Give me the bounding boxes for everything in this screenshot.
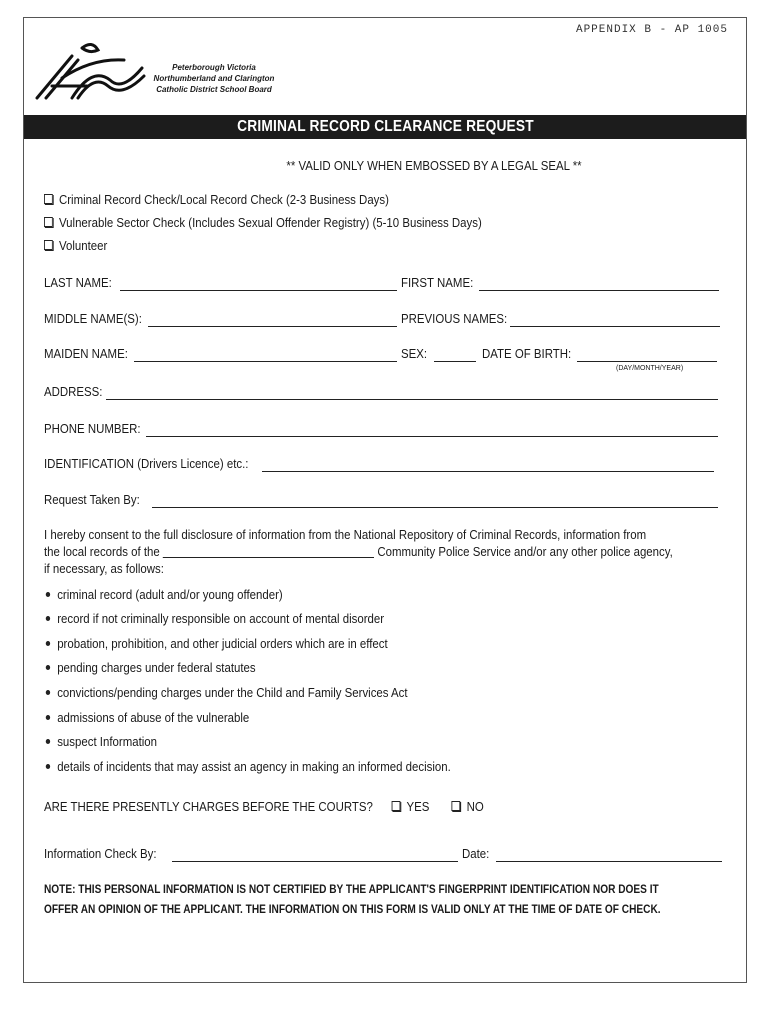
check-type-label: Criminal Record Check/Local Record Check (2-3 Business Days) [58,192,389,207]
consent-line-2: the local records of the Community Police Service and/or any other police agency, [44,544,673,559]
check-type-label: Vulnerable Sector Check (Includes Sexual Offender Registry) (5-10 Business Days) [58,215,482,230]
dob-field[interactable] [577,361,717,362]
no-checkbox[interactable] [452,801,461,811]
appendix-label: APPENDIX B - AP 1005 [575,24,728,36]
yes-checkbox[interactable] [392,801,401,811]
charges-question-row [44,799,484,814]
org-line-3: Catholic District School Board [156,85,272,94]
bullet-icon [46,616,50,621]
bullet-icon [46,764,50,769]
last-name-label: LAST NAME: [44,275,112,290]
first-name-label: FIRST NAME: [401,275,474,290]
identification-field[interactable] [262,471,714,472]
consent-paragraph [44,526,722,577]
list-item: record if not criminally responsible on account of mental disorder [44,611,384,626]
bullet-icon [46,690,50,695]
sex-field[interactable] [434,361,476,362]
date-label: Date: [462,846,490,861]
police-service-field[interactable] [163,545,374,558]
list-item: suspect Information [44,734,157,749]
maiden-name-field[interactable] [134,361,397,362]
dob-format-hint: (DAY/MONTH/YEAR) [616,365,684,372]
check-type-volunteer[interactable] [44,238,107,253]
request-taken-by-label: Request Taken By: [44,492,140,507]
bullet-icon [46,739,50,744]
previous-names-field[interactable] [510,326,720,327]
check-type-criminal-record[interactable] [44,192,389,207]
date-field[interactable] [496,861,722,862]
phone-label: PHONE NUMBER: [44,421,141,436]
info-check-by-field[interactable] [172,861,458,862]
list-item: convictions/pending charges under the Child and Family Services Act [44,685,408,700]
dob-label: DATE OF BIRTH: [482,346,572,361]
yes-label: YES [406,799,430,814]
list-item: criminal record (adult and/or young offender) [44,587,283,602]
form-title-bar [24,115,746,139]
address-field[interactable] [106,399,718,400]
disclaimer-note [44,880,713,920]
checkbox-icon[interactable] [44,194,53,204]
consent-line-1: I hereby consent to the full disclosure of information from the National Repository of Criminal Records, information from [44,527,647,542]
check-type-vulnerable-sector[interactable] [44,215,482,230]
org-line-1: Peterborough Victoria [172,63,256,72]
seal-note: ** VALID ONLY WHEN EMBOSSED BY A LEGAL SEAL ** [286,158,582,173]
first-name-field[interactable] [479,290,719,291]
note-line-2: OFFER AN OPINION OF THE APPLICANT. THE INFORMATION ON THIS FORM IS VALID ONLY AT THE TIME OF DATE OF CHECK. [44,904,661,916]
bullet-icon [46,715,50,720]
previous-names-label: PREVIOUS NAMES: [401,311,508,326]
check-type-label: Volunteer [58,238,108,253]
list-item: details of incidents that may assist an agency in making an informed decision. [44,759,451,774]
identification-label: IDENTIFICATION (Drivers Licence) etc.: [44,456,249,471]
address-label: ADDRESS: [44,384,103,399]
phone-field[interactable] [146,436,718,437]
list-item: pending charges under federal statutes [44,660,256,675]
list-item: admissions of abuse of the vulnerable [44,710,249,725]
form-title: CRIMINAL RECORD CLEARANCE REQUEST [236,118,534,135]
bullet-icon [46,592,50,597]
form-page [23,17,747,983]
no-label: NO [466,799,484,814]
charges-question: ARE THERE PRESENTLY CHARGES BEFORE THE COURTS? [44,799,373,814]
list-item: probation, prohibition, and other judicial orders which are in effect [44,636,388,651]
consent-line-3: if necessary, as follows: [44,561,164,576]
middle-names-field[interactable] [148,326,397,327]
note-line-1: NOTE: THIS PERSONAL INFORMATION IS NOT CERTIFIED BY THE APPLICANT'S FINGERPRINT IDENTIFICATION NOR DOES IT [44,884,659,896]
checkbox-icon[interactable] [44,240,53,250]
school-board-logo [32,38,152,104]
middle-names-label: MIDDLE NAME(S): [44,311,142,326]
last-name-field[interactable] [120,290,397,291]
checkbox-icon[interactable] [44,217,53,227]
maiden-name-label: MAIDEN NAME: [44,346,128,361]
bullet-icon [46,641,50,646]
info-check-by-label: Information Check By: [44,846,157,861]
org-line-2: Northumberland and Clarington [153,74,275,83]
bullet-icon [46,665,50,670]
request-taken-by-field[interactable] [152,507,718,508]
organization-name [144,62,284,95]
sex-label: SEX: [401,346,428,361]
